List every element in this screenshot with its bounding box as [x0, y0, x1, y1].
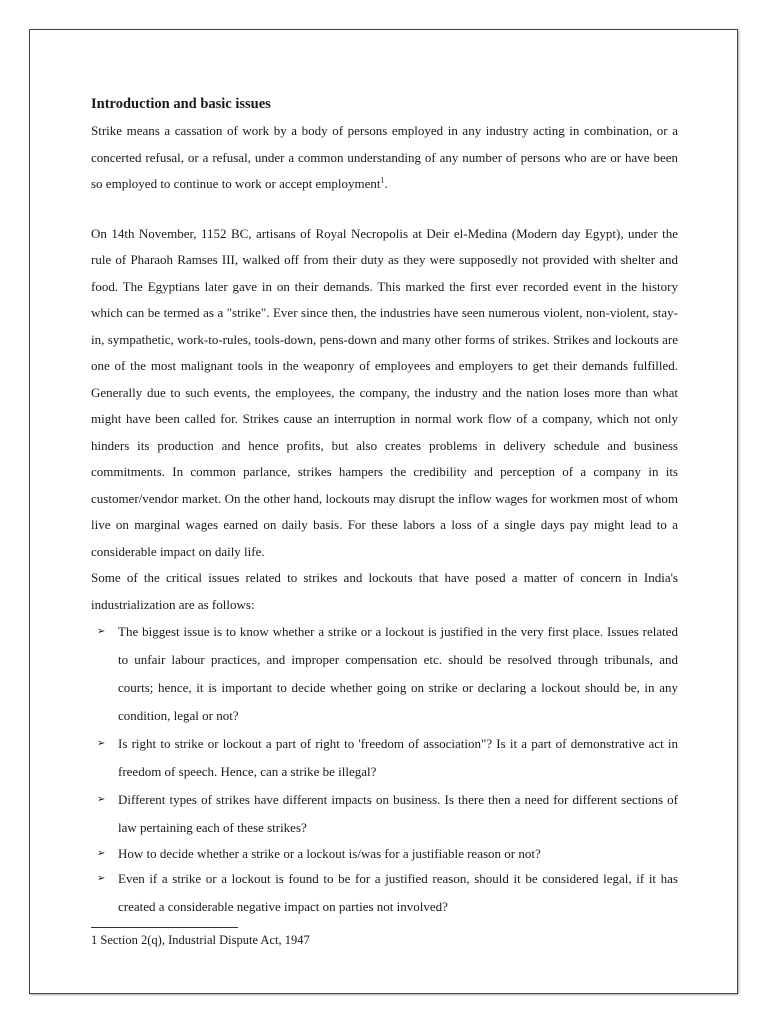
list-item: [91, 842, 678, 865]
arrow-bullet-icon: ➢: [97, 848, 106, 859]
list-item: [91, 730, 678, 786]
issues-list: [91, 618, 678, 921]
history-paragraph: On 14th November, 1152 BC, artisans of Royal Necropolis at Deir el-Medina (Modern day Egypt), under the rule of Pharaoh Ramses III, walked off from their duty as they were supposedly not provided with shelter and food. The Egyptians later gave in on their demands. This marked the first ever recorded event in the history which can be termed as a "strike". Ever since then, the industries have seen numerous violent, non-violent, stay-in, sympathetic, work-to-rules, tools-down, pens-down and many other forms of strikes. Strikes and lockouts are one of the most malignant tools in the weaponry of employees and employers to get their demands fulfilled. Generally due to such events, the employees, the company, the industry and the nation loses more than what might have been called for. Strikes cause an interruption in normal work flow of a company, which not only hinders its production and hence profits, but also creates problems in delivery schedule and business commitments. In common parlance, strikes hampers the credibility and perception of a company in its customer/vendor market. On the other hand, lockouts may disrupt the inflow wages for workmen most of whom live on marginal wages earned on daily basis. For these labors a loss of a single days pay might lead to a considerable impact on daily life.: [91, 225, 678, 559]
list-item-text: How to decide whether a strike or a lockout is/was for a justifiable reason or not?: [118, 846, 541, 861]
definition-paragraph: [91, 118, 678, 198]
page-content: [91, 94, 678, 950]
footnote-reference[interactable]: 1: [380, 175, 385, 185]
list-item-text: Even if a strike or a lockout is found to be for a justified reason, should it be considered legal, if it has created a considerable negative impact on parties not involved?: [118, 871, 678, 914]
footnote: 1 Section 2(q), Industrial Dispute Act, 1947: [91, 933, 310, 947]
arrow-bullet-icon: ➢: [97, 626, 106, 637]
footnote-divider: [91, 927, 238, 928]
document-page: [29, 29, 738, 994]
arrow-bullet-icon: ➢: [97, 794, 106, 805]
arrow-bullet-icon: ➢: [97, 873, 106, 884]
issues-intro-paragraph: Some of the critical issues related to strikes and lockouts that have posed a matter of concern in India's industrialization are as follows:: [91, 570, 678, 612]
definition-text: Strike means a cassation of work by a body of persons employed in any industry acting in combination, or a concerted refusal, or a refusal, under a common understanding of any number of persons who are or have been so employed to continue to work or accept employment: [91, 123, 678, 191]
list-item-text: The biggest issue is to know whether a strike or a lockout is justified in the very first place. Issues related to unfair labour practices, and improper compensation etc. should be resolved through tribunals, and courts; hence, it is important to decide whether going on strike or declaring a lockout should be, in any condition, legal or not?: [118, 624, 678, 723]
list-item: [91, 786, 678, 842]
list-item-text: Different types of strikes have different impacts on business. Is there then a need for different sections of law pertaining each of these strikes?: [118, 792, 678, 835]
arrow-bullet-icon: ➢: [97, 738, 106, 749]
list-item-text: Is right to strike or lockout a part of right to 'freedom of association"? Is it a part of demonstrative act in freedom of speech. Hence, can a strike be illegal?: [118, 736, 678, 779]
list-item: [91, 865, 678, 921]
list-item: [91, 618, 678, 730]
definition-period: .: [384, 176, 388, 191]
section-heading: Introduction and basic issues: [91, 96, 271, 112]
